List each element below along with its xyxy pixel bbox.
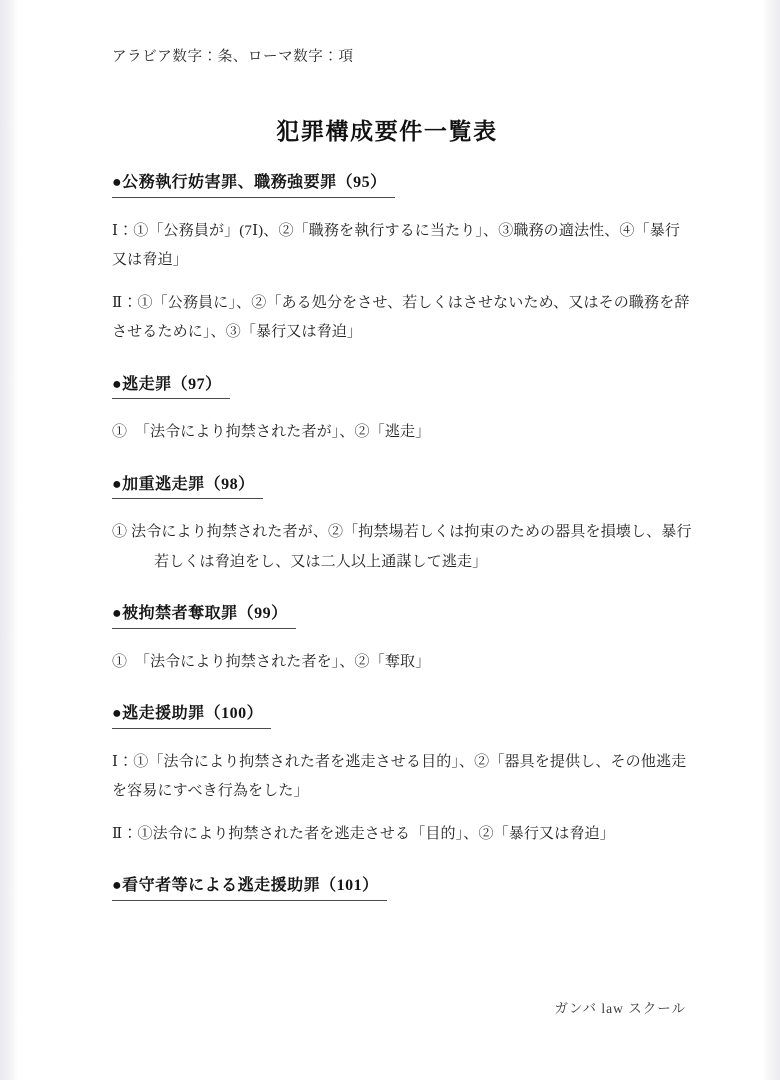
document-page bbox=[18, 0, 762, 1080]
section-heading: ●加重逃走罪（98） bbox=[112, 475, 263, 500]
crime-section bbox=[112, 704, 690, 850]
page-left-gutter bbox=[0, 0, 18, 1080]
section-paragraph bbox=[112, 518, 690, 577]
paragraph-line: Ⅱ：①法令により拘禁された者を逃走させる「目的」、②「暴行又は脅迫」 bbox=[112, 826, 615, 843]
paragraph-line: ① 法令により拘禁された者が、②「拘禁場若しくは拘束のための器具を損壊し、暴行 bbox=[112, 524, 692, 541]
header-note: アラビア数字：条、ローマ数字：項 bbox=[112, 49, 354, 65]
section-heading: ●看守者等による逃走援助罪（101） bbox=[112, 876, 387, 901]
paragraph-line: 若しくは脅迫をし、又は二人以上通謀して逃走」 bbox=[154, 553, 488, 570]
paragraph-line: Ⅰ：①「法令により拘禁された者を逃走させる目的」、②「器具を提供し、その他逃走 bbox=[112, 753, 687, 770]
section-paragraph bbox=[112, 648, 690, 677]
paragraph-line: Ⅱ：①「公務員に」、②「ある処分をさせ、若しくはさせないため、又はその職務を辞 bbox=[112, 295, 690, 312]
section-paragraph bbox=[112, 289, 690, 348]
section-heading: ●逃走罪（97） bbox=[112, 375, 230, 400]
paragraph-line: ① 「法令により拘禁された者が」、②「逃走」 bbox=[112, 424, 431, 441]
page-footer: ガンバ law スクール bbox=[554, 1001, 686, 1016]
paragraph-line: 又は脅迫」 bbox=[112, 251, 188, 268]
paragraph-line: させるために」、③「暴行又は脅迫」 bbox=[112, 324, 363, 341]
crime-section bbox=[112, 475, 690, 577]
paragraph-line: ① 「法令により拘禁された者を」、②「奪取」 bbox=[112, 653, 431, 670]
section-heading: ●逃走援助罪（100） bbox=[112, 704, 271, 729]
page-title: 犯罪構成要件一覧表 bbox=[276, 118, 498, 144]
crime-section bbox=[112, 173, 690, 348]
document-content bbox=[112, 0, 690, 901]
section-heading: ●被拘禁者奪取罪（99） bbox=[112, 604, 296, 629]
section-paragraph bbox=[112, 748, 690, 807]
section-list bbox=[112, 173, 690, 902]
section-paragraph bbox=[112, 418, 690, 447]
crime-section bbox=[112, 375, 690, 448]
section-heading: ●公務執行妨害罪、職務強要罪（95） bbox=[112, 173, 395, 198]
page-right-gutter bbox=[762, 0, 780, 1080]
paragraph-line: を容易にすべき行為をした」 bbox=[112, 782, 309, 799]
section-paragraph bbox=[112, 217, 690, 276]
crime-section bbox=[112, 604, 690, 677]
section-paragraph bbox=[112, 820, 690, 849]
crime-section bbox=[112, 876, 690, 901]
paragraph-line: Ⅰ：①「公務員が」(7Ⅰ)、②「職務を執行するに当たり」、③職務の適法性、④「暴行 bbox=[112, 222, 680, 239]
